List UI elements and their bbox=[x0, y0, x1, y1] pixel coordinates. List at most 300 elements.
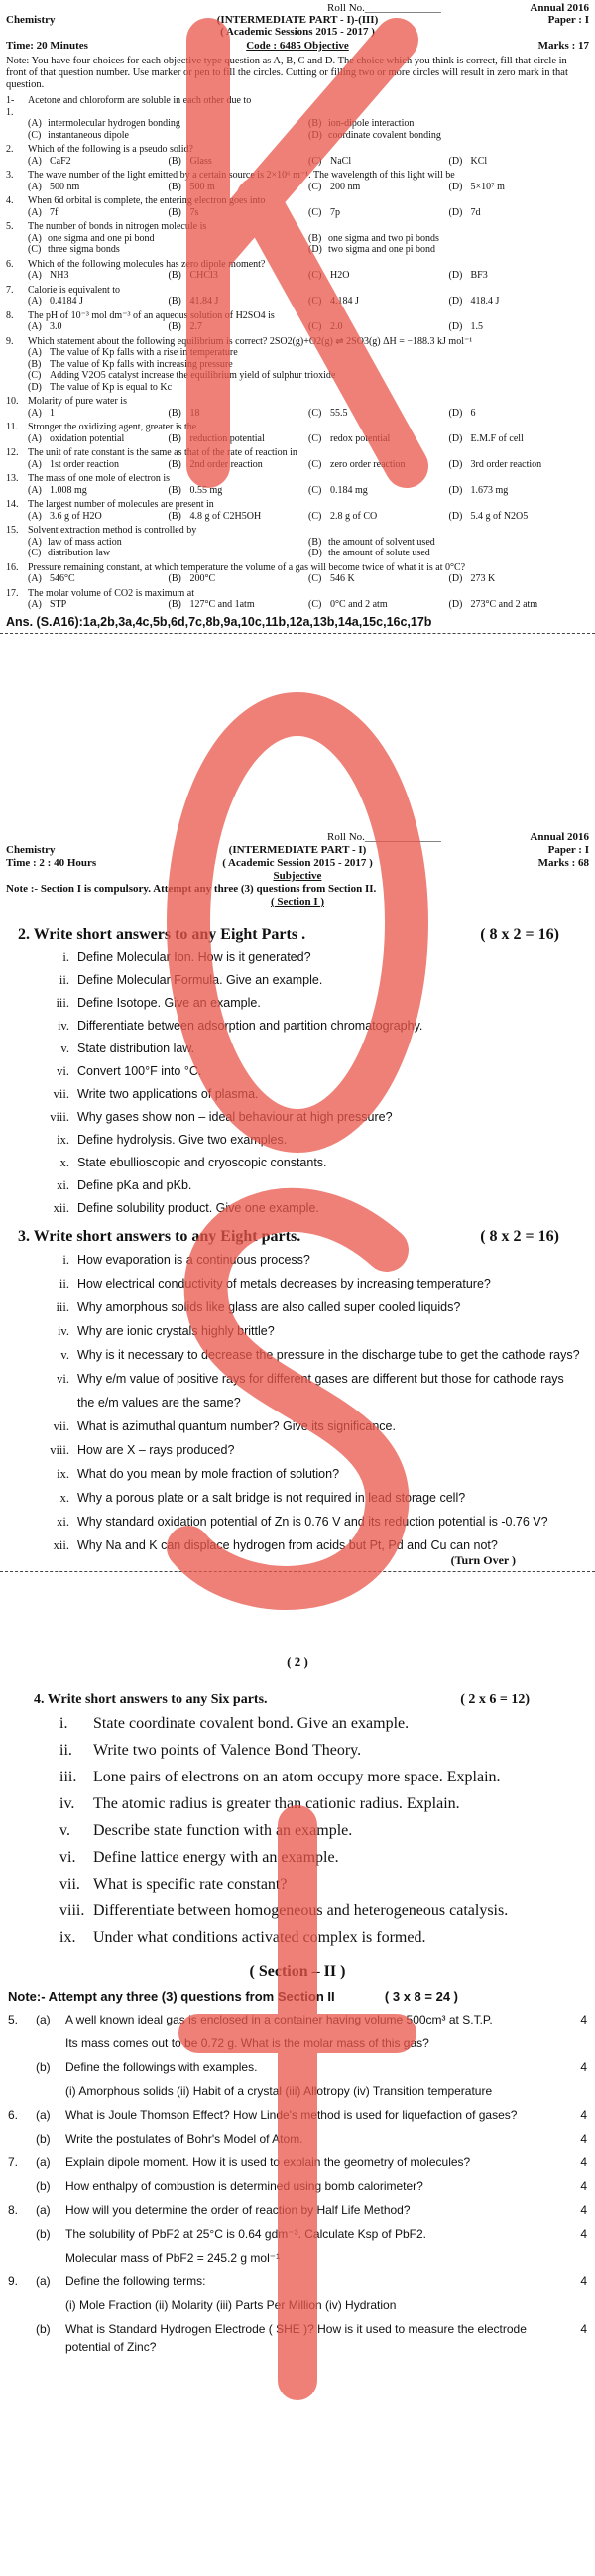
mcq-item bbox=[6, 336, 589, 394]
question-number: vi. bbox=[57, 1064, 69, 1078]
mcq-item bbox=[6, 422, 589, 444]
subjective-paper bbox=[0, 831, 595, 1575]
question-text: Define lattice energy with an example. bbox=[93, 1849, 339, 1866]
option-letter: (C) bbox=[308, 155, 322, 167]
mcq-item bbox=[6, 170, 589, 192]
option-text: 0.55 mg bbox=[189, 484, 223, 496]
mcq-text: Solvent extraction method is controlled by bbox=[28, 525, 197, 536]
long-question-part bbox=[36, 2082, 65, 2100]
option-text: 127°C and 1atm bbox=[189, 599, 255, 610]
long-question-row bbox=[8, 2150, 587, 2174]
option-text: 41.84 J bbox=[189, 296, 219, 307]
section-one-label: ( Section I ) bbox=[270, 896, 325, 908]
question-text: Why amorphous solids like glass are also called super cooled liquids? bbox=[77, 1300, 461, 1314]
question-text: State ebullioscopic and cryoscopic constants. bbox=[77, 1156, 327, 1169]
objective-header bbox=[0, 0, 595, 69]
mcq-question bbox=[6, 588, 589, 600]
mcq-number: 4. bbox=[6, 195, 14, 206]
question-text: What is specific rate constant? bbox=[93, 1876, 288, 1893]
option-text: Glass bbox=[189, 155, 212, 167]
mcq-question bbox=[6, 562, 589, 574]
question-text: Define hydrolysis. Give two examples. bbox=[77, 1133, 288, 1147]
mcq-item bbox=[6, 285, 589, 307]
question-row bbox=[40, 1106, 581, 1129]
mcq-item bbox=[6, 473, 589, 496]
mcq-number: 17. bbox=[6, 587, 19, 599]
mcq-options bbox=[6, 573, 589, 585]
long-question-text: (i) Amorphous solids (ii) Habit of a crystal (iii) Allotropy (iv) Transition temperature bbox=[65, 2084, 493, 2098]
long-question-part: (a) bbox=[36, 2108, 51, 2122]
question-text: Why is it necessary to decrease the pressure in the discharge tube to get the cathode rays? bbox=[77, 1348, 580, 1362]
long-question-number: 9. bbox=[8, 2274, 19, 2288]
subjective-note: Note :- Section I is compulsory. Attempt any three (3) questions from Section II. bbox=[6, 883, 377, 895]
long-question-marks: 4 bbox=[580, 2274, 587, 2288]
long-question-marks: 4 bbox=[580, 2179, 587, 2193]
long-question-number bbox=[8, 2130, 36, 2147]
q3-title bbox=[18, 1228, 589, 1246]
long-question-marks: 4 bbox=[580, 2322, 587, 2336]
long-question-part bbox=[36, 2249, 65, 2267]
mcq-question bbox=[6, 221, 589, 233]
mcq-text: The number of bonds in nitrogen molecule is bbox=[28, 221, 207, 232]
option-letter: (C) bbox=[308, 296, 322, 307]
long-question-row bbox=[8, 2127, 587, 2150]
mcq-options bbox=[6, 599, 589, 611]
question-number: iii. bbox=[60, 1769, 77, 1785]
mcq-number: 5. bbox=[6, 221, 14, 232]
question-number: v. bbox=[60, 1042, 69, 1055]
section-two-note bbox=[8, 1989, 587, 2004]
divider bbox=[0, 633, 595, 634]
option-letter: (A) bbox=[28, 536, 42, 548]
mcq-text: When 6d orbital is complete, the entering electron goes into bbox=[28, 195, 266, 206]
q3-heading: 3. Write short answers to any Eight parts. bbox=[18, 1228, 301, 1245]
mcq-item bbox=[6, 259, 589, 282]
option-letter: (D) bbox=[448, 407, 463, 419]
option-letter: (D) bbox=[308, 129, 322, 141]
option-text: Adding V2O5 catalyst increase the equilibrium yield of sulphur trioxide bbox=[50, 370, 336, 381]
session-label: ( Academic Sessions 2015 - 2017 ) bbox=[220, 26, 375, 38]
mcq-text: Which of the following is a pseudo solid? bbox=[28, 144, 193, 155]
q4-title bbox=[34, 1692, 589, 1708]
mcq-options bbox=[6, 270, 589, 282]
long-question-number: 7. bbox=[8, 2155, 19, 2169]
long-question-row bbox=[8, 2269, 587, 2293]
question-number: ii. bbox=[59, 973, 69, 987]
option-text: 7s bbox=[189, 206, 199, 218]
long-question-part: (a) bbox=[36, 2155, 51, 2169]
mcq-options bbox=[6, 537, 589, 559]
option-text: E.M.F of cell bbox=[470, 432, 524, 444]
option-letter: (D) bbox=[448, 432, 463, 444]
question-number: i. bbox=[62, 1253, 69, 1267]
paper-label: Paper : I bbox=[547, 844, 589, 856]
option-text: three sigma bonds bbox=[48, 244, 120, 255]
mcq-question bbox=[6, 144, 589, 156]
mcq-options bbox=[6, 233, 589, 256]
question-number: iv. bbox=[57, 1324, 69, 1338]
option-letter: (B) bbox=[168, 296, 181, 307]
option-text: 4.8 g of C2H5OH bbox=[189, 510, 262, 522]
page-number: ( 2 ) bbox=[287, 1655, 308, 1669]
question-number: ix. bbox=[60, 1929, 76, 1946]
option-text: two sigma and one pi bond bbox=[328, 244, 436, 255]
mcq-options bbox=[6, 118, 589, 141]
option-text: law of mass action bbox=[48, 536, 122, 548]
option-text: one sigma and one pi bond bbox=[48, 232, 155, 244]
question-row bbox=[60, 1844, 575, 1871]
long-question-part: (b) bbox=[36, 2322, 51, 2336]
question-row bbox=[60, 1764, 575, 1790]
mcq-item bbox=[6, 499, 589, 522]
option-letter: (B) bbox=[308, 232, 322, 244]
paper-label: Paper : I bbox=[547, 14, 589, 26]
question-number: vii. bbox=[53, 1087, 69, 1101]
mcq-options bbox=[6, 485, 589, 497]
mcq-item bbox=[6, 525, 589, 559]
question-row bbox=[60, 1817, 575, 1844]
mcq-number: 3. bbox=[6, 170, 14, 181]
mcq-number: 16. bbox=[6, 561, 19, 573]
option-letter: (D) bbox=[448, 510, 463, 522]
option-text: 1 bbox=[50, 407, 55, 419]
long-question-row bbox=[8, 2079, 587, 2103]
mcq-option-row bbox=[6, 370, 589, 382]
long-question-number bbox=[8, 2034, 36, 2052]
option-letter: (A) bbox=[28, 270, 42, 281]
option-letter: (A) bbox=[28, 181, 42, 192]
option-text: instantaneous dipole bbox=[48, 129, 129, 141]
option-text: 3.6 g of H2O bbox=[50, 510, 102, 522]
mcq-item bbox=[6, 310, 589, 333]
option-text: 0.4184 J bbox=[50, 296, 83, 307]
section-two-label: ( Section – II ) bbox=[249, 1963, 346, 1980]
long-question-row bbox=[8, 2174, 587, 2198]
question-row bbox=[40, 1438, 581, 1462]
long-question-part: (a) bbox=[36, 2013, 51, 2026]
mcq-question bbox=[6, 525, 589, 537]
option-letter: (A) bbox=[28, 321, 42, 332]
option-letter: (D) bbox=[448, 458, 463, 470]
long-question-text: How enthalpy of combustion is determined using bomb calorimeter? bbox=[65, 2179, 423, 2193]
mcq-item bbox=[6, 95, 589, 141]
option-letter: (B) bbox=[168, 321, 181, 332]
option-letter: (B) bbox=[168, 573, 181, 584]
option-letter: (A) bbox=[28, 206, 42, 218]
option-text: the amount of solute used bbox=[328, 548, 430, 558]
option-text: The value of Kp is equal to Kc bbox=[50, 381, 173, 393]
mcq-question bbox=[6, 499, 589, 511]
long-question-text: Its mass comes out to be 0.72 g. What is the molar mass of this gas? bbox=[65, 2036, 429, 2050]
mcq-number: 10. bbox=[6, 396, 19, 407]
mcq-item bbox=[6, 144, 589, 167]
question-number: vii. bbox=[60, 1876, 80, 1893]
question-number: viii. bbox=[50, 1110, 69, 1124]
option-letter: (C) bbox=[28, 244, 42, 255]
question-text: Define Isotope. Give an example. bbox=[77, 996, 261, 1010]
long-question-row bbox=[8, 2246, 587, 2269]
question-text: Define Molecular Ion. How is it generated? bbox=[77, 950, 311, 964]
option-letter: (D) bbox=[28, 381, 42, 393]
option-text: 7p bbox=[330, 206, 340, 218]
question-row bbox=[40, 1486, 581, 1510]
option-letter: (C) bbox=[28, 370, 42, 381]
long-question-marks bbox=[569, 2296, 587, 2314]
subject-label: Chemistry bbox=[6, 14, 56, 26]
marks-label: Marks : 17 bbox=[537, 40, 589, 52]
option-text: 418.4 J bbox=[470, 296, 500, 307]
option-text: The value of Kp falls with increasing pressure bbox=[50, 358, 233, 370]
option-letter: (D) bbox=[448, 206, 463, 218]
question-text: Write two points of Valence Bond Theory. bbox=[93, 1742, 362, 1759]
session-label: ( Academic Session 2015 - 2017 ) bbox=[222, 857, 373, 869]
q3-list bbox=[40, 1248, 581, 1557]
option-text: 2nd order reaction bbox=[189, 458, 263, 470]
option-text: The value of Kp falls with a rise in temperature bbox=[50, 347, 238, 358]
mcq-text: The wave number of the light emitted by a certain source is 2×10⁶ m⁻¹. The wavelength of this light will be bbox=[28, 170, 455, 181]
option-letter: (C) bbox=[308, 510, 322, 522]
question-number: iii. bbox=[56, 996, 69, 1010]
question-text: How electrical conductivity of metals decreases by increasing temperature? bbox=[77, 1277, 491, 1290]
long-question-text: How will you determine the order of reaction by Half Life Method? bbox=[65, 2203, 411, 2217]
question-number: ii. bbox=[59, 1277, 69, 1290]
question-row bbox=[40, 1129, 581, 1152]
option-letter: (B) bbox=[168, 407, 181, 419]
subjective-header bbox=[0, 831, 595, 922]
mcq-question bbox=[6, 396, 589, 408]
option-text: H2O bbox=[330, 270, 350, 281]
long-question-row bbox=[8, 2103, 587, 2127]
mcq-options bbox=[6, 207, 589, 219]
q3-marks: ( 8 x 2 = 16) bbox=[480, 1228, 559, 1245]
option-letter: (B) bbox=[168, 206, 181, 218]
question-number: x. bbox=[60, 1491, 69, 1505]
mcq-question bbox=[6, 447, 589, 459]
option-text: 18 bbox=[189, 407, 200, 419]
option-text: 4.184 J bbox=[330, 296, 359, 307]
option-letter: (A) bbox=[28, 573, 42, 584]
time-label: Time : 2 : 40 Hours bbox=[6, 857, 97, 869]
mcq-item bbox=[6, 195, 589, 218]
option-text: 546°C bbox=[50, 573, 75, 584]
mcq-text: Which of the following molecules has zero dipole moment? bbox=[28, 258, 266, 270]
option-letter: (B) bbox=[168, 484, 181, 496]
long-question-text: What is Standard Hydrogen Electrode ( SHE )? How is it used to measure the electrode potential of Zinc? bbox=[65, 2322, 527, 2354]
option-text: ion-dipole interaction bbox=[328, 118, 415, 129]
question-row bbox=[40, 1510, 581, 1533]
objective-note: Note: You have four choices for each objective type question as A, B, C and D. The choice which you think is correct, fill that circle in front of that question number. Use marker or pen to fill the circles. Cutting or filling two or more circles will result in zero mark in that question. bbox=[6, 56, 568, 90]
question-number: viii. bbox=[60, 1902, 85, 1919]
option-letter: (C) bbox=[308, 432, 322, 444]
roll-no: Roll No.______________ bbox=[327, 831, 441, 843]
option-letter: (A) bbox=[28, 232, 42, 244]
question-text: State distribution law. bbox=[77, 1042, 195, 1055]
option-text: 7f bbox=[50, 206, 59, 218]
question-number: i. bbox=[60, 1715, 68, 1732]
long-question-row bbox=[8, 2317, 587, 2359]
option-letter: (A) bbox=[28, 432, 42, 444]
mcq-number: 14. bbox=[6, 499, 19, 510]
option-letter: (A) bbox=[28, 118, 42, 129]
q2-marks: ( 8 x 2 = 16) bbox=[480, 926, 559, 943]
question-row bbox=[40, 1319, 581, 1343]
mcq-text: Calorie is equivalent to bbox=[28, 284, 121, 296]
option-letter: (B) bbox=[168, 270, 181, 281]
long-question-number: 8. bbox=[8, 2203, 19, 2217]
mcq-text: The mass of one mole of electron is bbox=[28, 473, 171, 484]
mcq-question bbox=[6, 336, 589, 348]
mcq-question bbox=[6, 310, 589, 322]
question-text: Why standard oxidation potential of Zn is 0.76 V and its reduction potential is -0.76 V? bbox=[77, 1515, 548, 1529]
question-row bbox=[40, 1197, 581, 1220]
option-letter: (C) bbox=[28, 129, 42, 141]
q2-title bbox=[18, 926, 589, 944]
long-question-marks: 4 bbox=[580, 2155, 587, 2169]
option-letter: (D) bbox=[448, 599, 463, 610]
question-number: iv. bbox=[60, 1795, 75, 1812]
option-text: oxidation potential bbox=[50, 432, 125, 444]
long-question-number bbox=[8, 2177, 36, 2195]
option-letter: (D) bbox=[308, 548, 322, 558]
roll-no: Roll No.______________ bbox=[327, 2, 441, 14]
question-row bbox=[40, 1343, 581, 1367]
question-text: How evaporation is a continuous process? bbox=[77, 1253, 310, 1267]
question-row bbox=[40, 1083, 581, 1106]
mcq-item bbox=[6, 396, 589, 419]
long-question-row bbox=[8, 2008, 587, 2031]
question-number: vi. bbox=[60, 1849, 76, 1866]
question-row bbox=[40, 1414, 581, 1438]
option-text: 200 nm bbox=[330, 181, 361, 192]
mcq-item bbox=[6, 588, 589, 611]
question-row bbox=[40, 1152, 581, 1174]
question-text: The atomic radius is greater than cationic radius. Explain. bbox=[93, 1795, 460, 1812]
option-letter: (C) bbox=[308, 599, 322, 610]
option-text: 1.008 mg bbox=[50, 484, 87, 496]
question-text: How are X – rays produced? bbox=[77, 1443, 235, 1457]
option-letter: (B) bbox=[308, 536, 322, 548]
question-number: ix. bbox=[57, 1467, 69, 1481]
question-row bbox=[60, 1710, 575, 1737]
exam-title: (INTERMEDIATE PART - I)-(III) bbox=[216, 14, 379, 26]
option-letter: (D) bbox=[448, 573, 463, 584]
long-question-number bbox=[8, 2082, 36, 2100]
mcq-item bbox=[6, 221, 589, 256]
mcq-text: The molar volume of CO2 is maximum at bbox=[28, 587, 195, 599]
mcq-number: 8. bbox=[6, 309, 14, 321]
option-text: STP bbox=[50, 599, 67, 610]
option-text: zero order reaction bbox=[330, 458, 406, 470]
question-row bbox=[40, 992, 581, 1015]
long-question-text: Define the following terms: bbox=[65, 2274, 206, 2288]
long-question-text: Write the postulates of Bohr's Model of Atom. bbox=[65, 2132, 303, 2146]
question-text: Differentiate between adsorption and partition chromatography. bbox=[77, 1019, 423, 1033]
subjective-heading: Subjective bbox=[273, 870, 322, 882]
mcq-text: Acetone and chloroform are soluble in each other due to bbox=[28, 95, 252, 106]
question-row bbox=[60, 1871, 575, 1898]
option-letter: (C) bbox=[308, 321, 322, 332]
mcq-question bbox=[6, 473, 589, 485]
question-number: v. bbox=[60, 1822, 70, 1839]
long-question-marks bbox=[569, 2082, 587, 2100]
mcq-number: 13. bbox=[6, 473, 19, 484]
mcq-option-row bbox=[6, 382, 589, 394]
question-number: x. bbox=[60, 1156, 69, 1169]
question-row bbox=[40, 1367, 581, 1414]
question-number: xii. bbox=[53, 1538, 69, 1552]
option-text: 1.5 bbox=[470, 321, 483, 332]
divider bbox=[0, 1571, 595, 1572]
option-letter: (D) bbox=[448, 181, 463, 192]
question-row bbox=[40, 1295, 581, 1319]
question-row bbox=[40, 1248, 581, 1272]
option-letter: (B) bbox=[28, 358, 42, 370]
q2-list bbox=[40, 946, 581, 1220]
long-question-marks bbox=[569, 2249, 587, 2267]
long-question-number bbox=[8, 2249, 36, 2267]
long-question-part: (a) bbox=[36, 2274, 51, 2288]
question-row bbox=[40, 1174, 581, 1197]
objective-paper bbox=[0, 0, 595, 637]
marks-label: Marks : 68 bbox=[537, 857, 589, 869]
long-question-part: (b) bbox=[36, 2179, 51, 2193]
option-text: CaF2 bbox=[50, 155, 71, 167]
question-text: Write two applications of plasma. bbox=[77, 1087, 259, 1101]
option-letter: (C) bbox=[308, 181, 322, 192]
option-letter: (A) bbox=[28, 407, 42, 419]
question-text: Under what conditions activated complex is formed. bbox=[93, 1929, 426, 1946]
mcq-question bbox=[6, 95, 589, 118]
mcq-options bbox=[6, 511, 589, 523]
question-text: Why e/m value of positive rays for different gases are different but those for cathode rays the e/m values are the same? bbox=[77, 1372, 564, 1410]
question-text: Convert 100°F into °C. bbox=[77, 1064, 202, 1078]
long-question-marks: 4 bbox=[580, 2132, 587, 2146]
question-number: xi. bbox=[57, 1515, 69, 1529]
option-text: 0°C and 2 atm bbox=[330, 599, 388, 610]
question-text: Why Na and K can displace hydrogen from acids but Pt, Pd and Cu can not? bbox=[77, 1538, 498, 1552]
mcq-number: 1- 1. bbox=[6, 95, 15, 118]
mcq-list bbox=[6, 95, 589, 611]
long-question-text: What is Joule Thomson Effect? How Linde's method is used for liquefaction of gases? bbox=[65, 2108, 518, 2122]
mcq-item bbox=[6, 562, 589, 585]
long-question-number bbox=[8, 2225, 36, 2243]
mcq-question bbox=[6, 259, 589, 271]
option-text: 6 bbox=[470, 407, 476, 419]
question-text: Define Molecular Formula. Give an example. bbox=[77, 973, 323, 987]
question-number: ii. bbox=[60, 1742, 72, 1759]
option-letter: (C) bbox=[308, 484, 322, 496]
option-letter: (A) bbox=[28, 484, 42, 496]
question-text: Lone pairs of electrons on an atom occupy more space. Explain. bbox=[93, 1769, 501, 1785]
option-text: 546 K bbox=[330, 573, 355, 584]
question-row bbox=[40, 1272, 581, 1295]
option-text: distribution law bbox=[48, 548, 111, 558]
mcq-text: The largest number of molecules are present in bbox=[28, 499, 214, 510]
option-letter: (D) bbox=[448, 321, 463, 332]
long-question-list bbox=[8, 2008, 587, 2359]
option-text: 3rd order reaction bbox=[470, 458, 542, 470]
long-question-number: 5. bbox=[8, 2013, 19, 2026]
mcq-question bbox=[6, 195, 589, 207]
long-question-text: Explain dipole moment. How it is used to explain the geometry of molecules? bbox=[65, 2155, 471, 2169]
long-question-marks: 4 bbox=[580, 2203, 587, 2217]
option-text: 273 K bbox=[470, 573, 496, 584]
mcq-question bbox=[6, 170, 589, 182]
question-number: iii. bbox=[56, 1300, 69, 1314]
long-question-text: The solubility of PbF2 at 25°C is 0.64 gdm⁻³. Calculate Ksp of PbF2. bbox=[65, 2227, 426, 2241]
question-row bbox=[40, 1015, 581, 1038]
option-letter: (D) bbox=[448, 270, 463, 281]
